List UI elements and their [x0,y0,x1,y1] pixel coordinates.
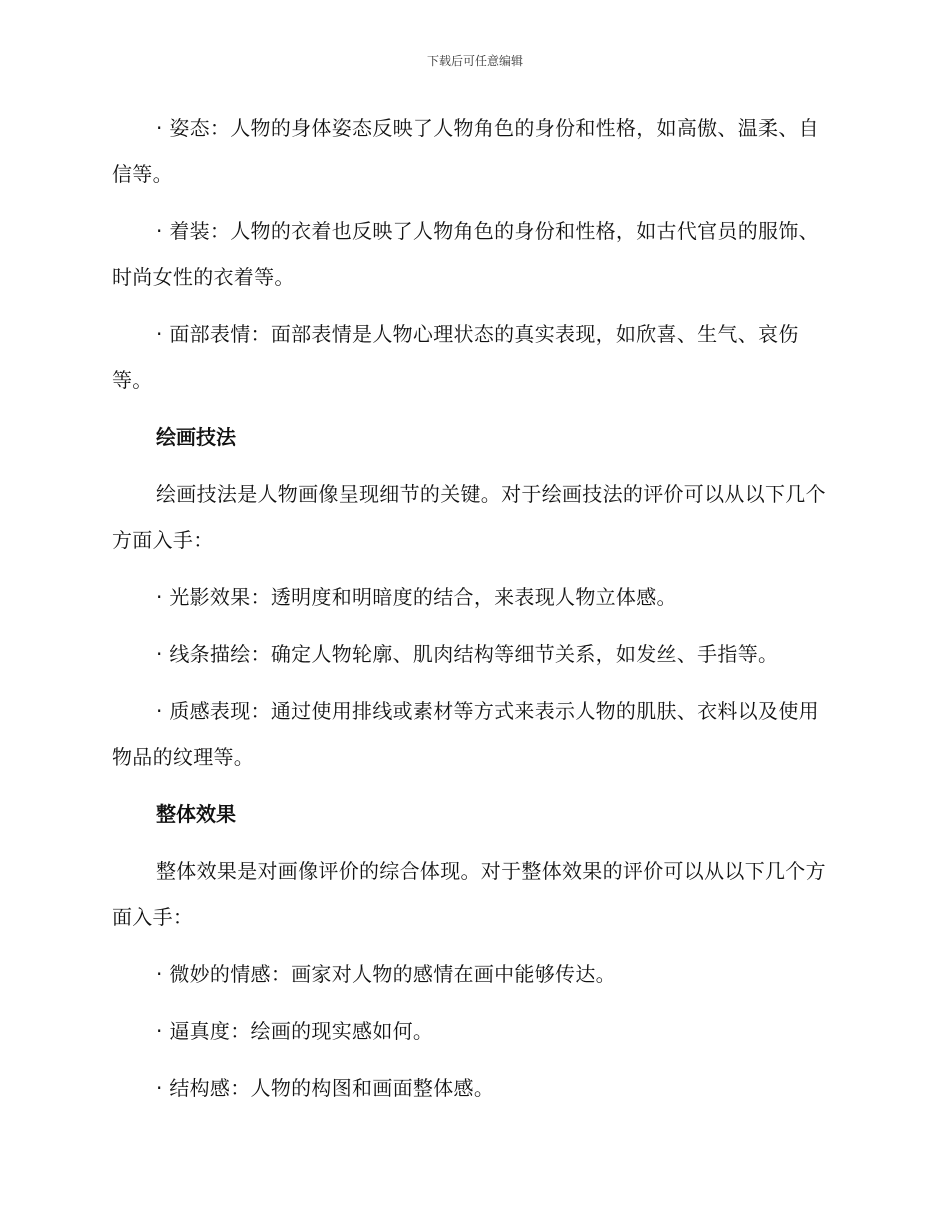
paragraph-structure: · 结构感：人物的构图和画面整体感。 [156,1076,495,1100]
paragraph-subtle-emotion: · 微妙的情感：画家对人物的感情在画中能够传达。 [156,962,616,986]
paragraph-overall-intro: 整体效果是对画像评价的综合体现。对于整体效果的评价可以从以下几个方面入手： [112,859,826,929]
paragraph-texture: · 质感表现：通过使用排线或素材等方式来表示人物的肌肤、衣料以及使用物品的纹理等。 [112,699,819,769]
section-heading-painting-technique: 绘画技法 [156,425,236,449]
section-heading-overall-effect: 整体效果 [156,802,236,826]
paragraph-technique-intro: 绘画技法是人物画像呈现细节的关键。对于绘画技法的评价可以从以下几个方面入手： [112,482,826,552]
paragraph-light-shadow: · 光影效果：透明度和明暗度的结合，来表现人物立体感。 [156,585,677,609]
page-header: 下载后可任意编辑 [426,54,523,68]
paragraph-realism: · 逼真度：绘画的现实感如何。 [156,1019,434,1043]
paragraph-posture: · 姿态：人物的身体姿态反映了人物角色的身份和性格，如高傲、温柔、自信等。 [112,116,819,186]
paragraph-facial-expression: · 面部表情：面部表情是人物心理状态的真实表现，如欣喜、生气、哀伤等。 [112,322,799,392]
paragraph-clothing: · 着装：人物的衣着也反映了人物角色的身份和性格，如古代官员的服饰、时尚女性的衣着等。 [112,219,819,289]
paragraph-line-drawing: · 线条描绘：确定人物轮廓、肌肉结构等细节关系，如发丝、手指等。 [156,642,779,666]
document-body [112,105,834,1122]
